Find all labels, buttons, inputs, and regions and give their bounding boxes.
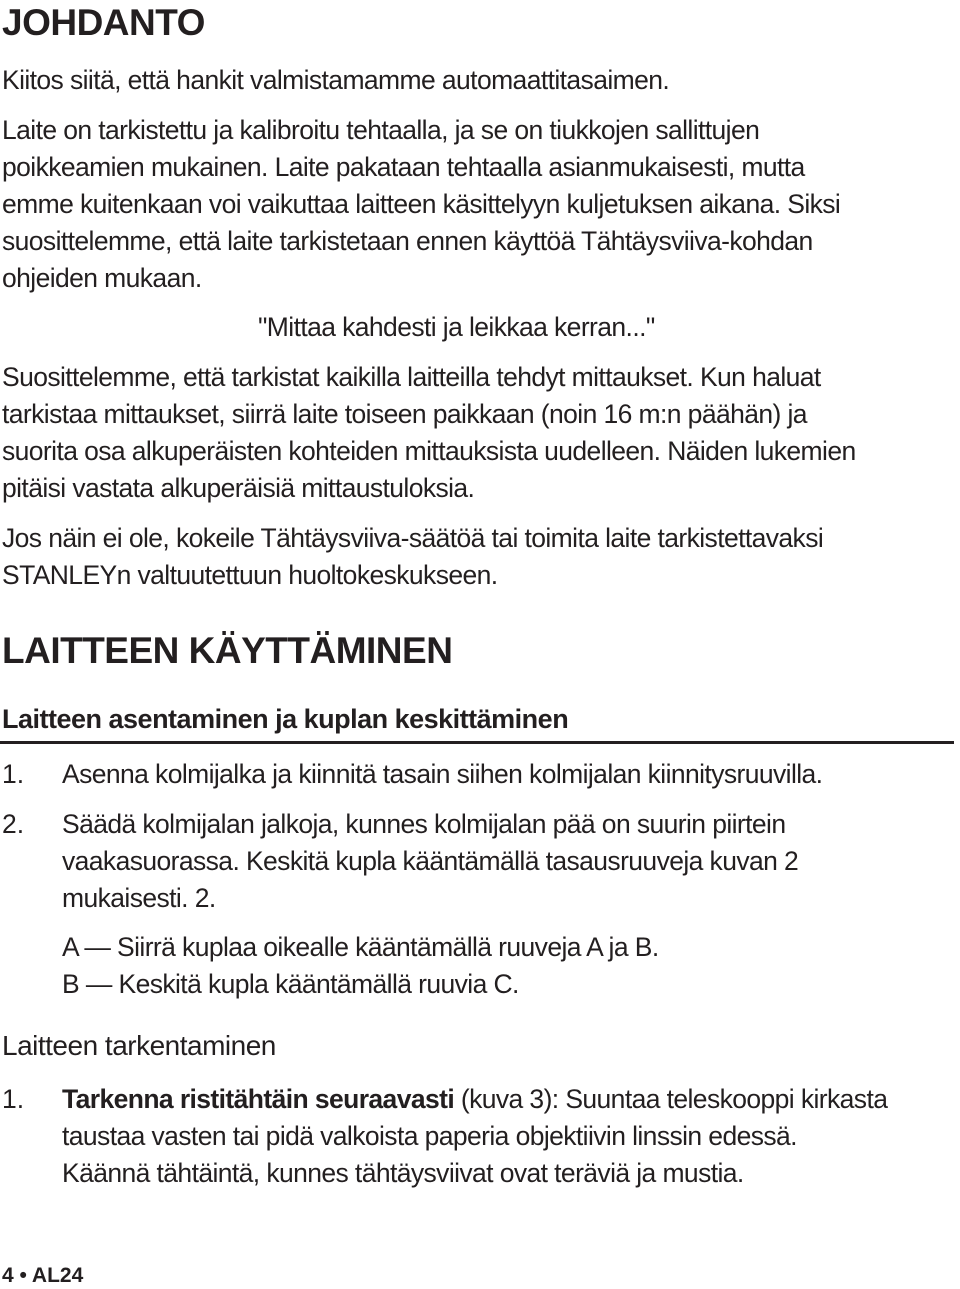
setup-substep-b: B — Keskitä kupla kääntämällä ruuvia C. bbox=[62, 969, 519, 999]
intro-paragraph-3-line-3: suorita osa alkuperäisten kohteiden mittauksista uudelleen. Näiden lukemien bbox=[2, 436, 856, 466]
intro-paragraph-1: Kiitos siitä, että hankit valmistamamme automaattitasaimen. bbox=[2, 65, 670, 95]
quote: "Mittaa kahdesti ja leikkaa kerran..." bbox=[258, 312, 655, 342]
setup-step-1-number: 1. bbox=[2, 759, 25, 789]
intro-paragraph-2-line-2: poikkeamien mukainen. Laite pakataan tehtaalla asianmukaisesti, mutta bbox=[2, 152, 805, 182]
setup-step-2-number: 2. bbox=[2, 809, 25, 839]
intro-paragraph-2-line-4: suosittelemme, että laite tarkistetaan ennen käyttöä Tähtäysviiva-kohdan bbox=[2, 226, 813, 256]
intro-paragraph-2-line-5: ohjeiden mukaan. bbox=[2, 263, 202, 293]
setup-heading-rule bbox=[0, 741, 954, 744]
intro-paragraph-3-line-1: Suosittelemme, että tarkistat kaikilla laitteilla tehdyt mittaukset. Kun haluat bbox=[2, 362, 821, 392]
intro-paragraph-4-line-2: STANLEYn valtuutettuun huoltokeskukseen. bbox=[2, 560, 498, 590]
setup-step-1-text: Asenna kolmijalka ja kiinnitä tasain siihen kolmijalan kiinnitysruuvilla. bbox=[62, 759, 823, 789]
intro-paragraph-4-line-1: Jos näin ei ole, kokeile Tähtäysviiva-säätöä tai toimita laite tarkistettavaksi bbox=[2, 523, 824, 553]
intro-paragraph-2-line-3: emme kuitenkaan voi vaikuttaa laitteen käsittelyyn kuljetuksen aikana. Siksi bbox=[2, 189, 841, 219]
intro-paragraph-3-line-2: tarkistaa mittaukset, siirrä laite toiseen paikkaan (noin 16 m:n päähän) ja bbox=[2, 399, 807, 429]
intro-heading: JOHDANTO bbox=[2, 2, 205, 43]
setup-heading: Laitteen asentaminen ja kuplan keskittäminen bbox=[2, 704, 569, 734]
focus-heading: Laitteen tarkentaminen bbox=[2, 1030, 276, 1061]
focus-step-1-line-1 bbox=[62, 1081, 887, 1117]
setup-step-2-line-3: mukaisesti. 2. bbox=[62, 883, 216, 913]
setup-step-2-line-1: Säädä kolmijalan jalkoja, kunnes kolmijalan pää on suurin piirtein bbox=[62, 809, 786, 839]
focus-step-1-rest: (kuva 3): Suuntaa teleskooppi kirkasta bbox=[454, 1084, 888, 1114]
focus-step-1-line-2: taustaa vasten tai pidä valkoista paperia objektiivin linssin edessä. bbox=[62, 1121, 797, 1151]
focus-step-1-line-3: Käännä tähtäintä, kunnes tähtäysviivat ovat teräviä ja mustia. bbox=[62, 1158, 744, 1188]
usage-heading: LAITTEEN KÄYTTÄMINEN bbox=[2, 630, 453, 671]
intro-paragraph-3-line-4: pitäisi vastata alkuperäisiä mittaustuloksia. bbox=[2, 473, 475, 503]
setup-step-2-line-2: vaakasuorassa. Keskitä kupla kääntämällä tasausruuveja kuvan 2 bbox=[62, 846, 799, 876]
setup-substep-a: A — Siirrä kuplaa oikealle kääntämällä ruuveja A ja B. bbox=[62, 932, 659, 962]
page-footer: 4 • AL24 bbox=[2, 1264, 84, 1287]
focus-step-1-bold: Tarkenna ristitähtäin seuraavasti bbox=[62, 1084, 455, 1114]
intro-paragraph-2-line-1: Laite on tarkistettu ja kalibroitu tehtaalla, ja se on tiukkojen sallittujen bbox=[2, 115, 760, 145]
focus-step-1-number: 1. bbox=[2, 1084, 25, 1114]
